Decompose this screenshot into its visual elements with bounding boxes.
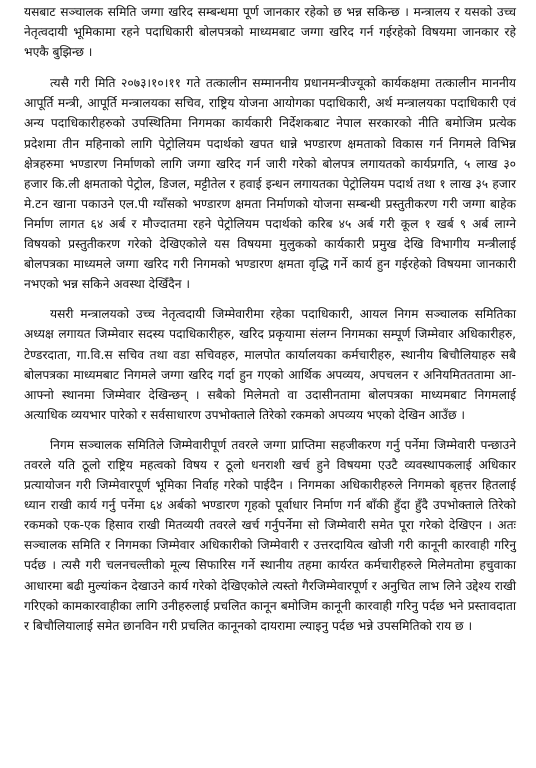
paragraph-3: यसरी मन्त्रालयको उच्च नेतृत्वदायी जिम्मेवारीमा रहेका पदाधिकारी, आयल निगम सञ्चालक समितिका अध्यक्ष लगायत जिम्मेवार सदस्य पदाधिकारीहरु, खरिद प्रकृयामा संलग्न निगमका सम्पूर्ण जिम्मेवार अधिकारीहरु, टेण्डरदाता, गा.वि.स सचिव तथा वडा सचिवहरु, मालपोत कार्यालयका कर्मचारीहरु, स्थानीय बिचौलियाहरु सबै बोलपत्रका माध्यमबाट निगमले जग्गा खरिद गर्दा हुन गएको आर्थिक अपव्यय, अपचलन र अनियमितततामा आ-आफ्नो स्थानमा जिम्मेवार देखिन्छन् । सबैको मिलेमतो वा उदासीनतामा बोलपत्रका माध्यमबाट निगमलाई अत्याधिक व्ययभार पारेको र सर्वसाधारण उपभोक्ताले तिरेको रकमको अपव्यय भएको देखिन आउँछ । <box>24 307 516 422</box>
paragraph-1: यसबाट सञ्चालक समिति जग्गा खरिद सम्बन्धमा पूर्ण जानकार रहेको छ भन्न सकिन्छ । मन्त्रालय र यसको उच्च नेतृत्वदायी भूमिकामा रहने पदाधिकारी बोलपत्रको माध्यमबाट जग्गा खरिद गर्न गईरहेको विषयमा जानकार रहे भएकै बुझिन्छ । <box>24 5 516 60</box>
paragraph-4: निगम सञ्चालक समितिले जिम्मेवारीपूर्ण तवरले जग्गा प्राप्तिमा सहजीकरण गर्नु पर्नेमा जिम्मेवारी पन्छाउने तवरले यति ठूलो राष्ट्रिय महत्वको विषय र ठूलो धनराशी खर्च हुने विषयमा एउटै व्यवस्थापकलाई अधिकार प्रत्यायोजन गरी जिम्मेवारपूर्ण भूमिका निर्वाह गरेको पाईदैन । निगमका अधिकारीहरुले निगमको बृहत्तर हितलाई ध्यान राखी कार्य गर्नु पर्नेमा ६४ अर्बको भण्डारण गृहको पूर्वाधार निर्माण गर्न बाँकी हुँदा हुँदै उपभोक्ताले तिरेको रकमको एक-एक हिसाव राखी मितव्ययी तवरले खर्च गर्नुपर्नेमा सो जिम्मेवारी समेत पूरा गरेको देखिएन । अतः सञ्चालक समिति र निगमका जिम्मेवार अधिकारीको जिम्मेवारी र उत्तरदायित्व खोजी गरी कानूनी कारवाही गरिनु पर्दछ । त्यसै गरी चलनचल्तीको मूल्य सिफारिस गर्ने स्थानीय तहमा कार्यरत कर्मचारीहरुले मिलेमतोमा हचुवाका आधारमा बढी मुल्यांकन देखाउने कार्य गरेको देखिएकोले त्यस्तो गैरजिम्मेवारपूर्ण र अनुचित लाभ लिने उद्देश्य राखी गरिएको कामकारवाहीका लागि उनीहरुलाई प्रचलित कानून बमोजिम कानूनी कारवाही गरिनु पर्दछ भने प्रस्तावदाता र बिचौलियालाई समेत छानविन गरी प्रचलित कानूनको दायरामा ल्याइनु पर्दछ भन्ने उपसमितिको राय छ । <box>24 437 516 633</box>
paragraph-2: त्यसै गरी मिति २०७३।१०।११ गते तत्कालीन सम्माननीय प्रधानमन्त्रीज्यूको कार्यकक्षमा तत्कालीन माननीय आपूर्ति मन्त्री, आपूर्ति मन्त्रालयका सचिव, राष्ट्रिय योजना आयोगका पदाधिकारी, अर्थ मन्त्रालयका पदाधिकारी एवं अन्य पदाधिकारीहरुको उपस्थितिमा निगमका कार्यकारी निर्देशकबाट नेपाल सरकारको नीति बमोजिम प्रत्येक प्रदेशमा तीन महिनाको लागि पेट्रोलियम पदार्थको खपत धान्ने भण्डारण क्षमताको विकास गर्न निगमले विभिन्न क्षेत्रहरुमा भण्डारण निर्माणको लागि जग्गा खरिद गर्न जारी गरेको बोलपत्र लगायतको कार्यप्रगति, ५ लाख ३० हजार कि.ली क्षमताको पेट्रोल, डिजल, मट्टीतेल र हवाई इन्धन लगायतका पेट्रोलियम पदार्थ तथा १ लाख ३५ हजार मे.टन खाना पकाउने एल.पी ग्याँसको भण्डारण क्षमता निर्माणको योजना सम्बन्धी प्रस्तुतीकरण गरी जग्गा बाहेक निर्माण लागत ६४ अर्ब र मौज्दातमा रहने पेट्रोलियम पदार्थको करिब ४५ अर्ब गरी कूल १ खर्ब ९ अर्ब लाग्ने विषयको प्रस्तुतीकरण गरेको देखिएकोले यस विषयमा मुलुकको कार्यकारी प्रमुख देखि विभागीय मन्त्रीलाई बोलपत्रका माध्यमले जग्गा खरिद गरी निगमको भण्डारण क्षमता वृद्धि गर्ने कार्य हुन गईरहेको विषयमा जानकारी नभएको भन्न सकिने अवस्था देखिँदैन । <box>24 76 516 292</box>
